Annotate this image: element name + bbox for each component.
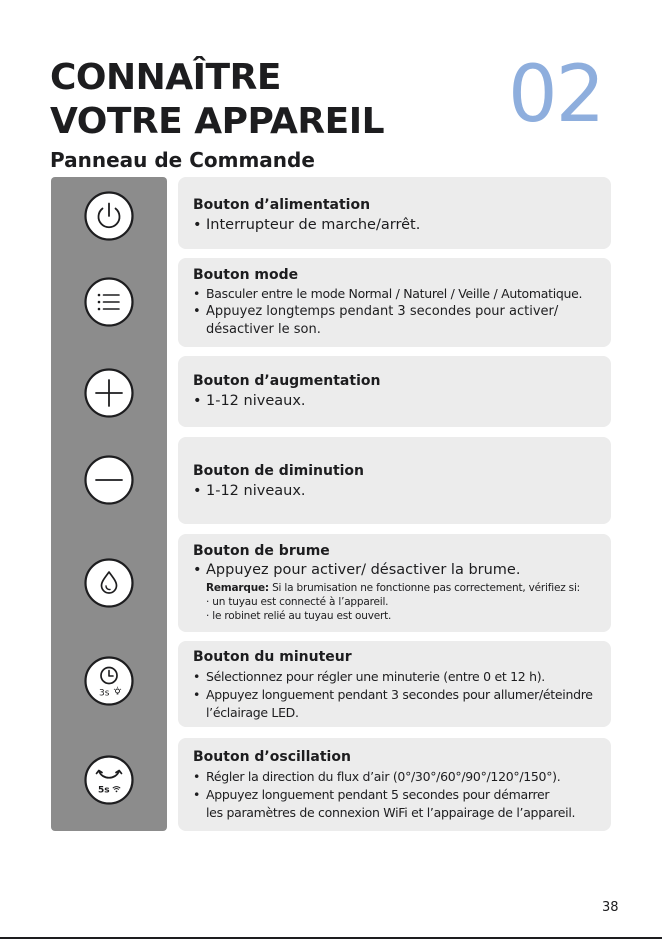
card-bullet: • 1-12 niveaux. <box>193 482 605 501</box>
power-icon <box>83 190 135 242</box>
increase-button[interactable] <box>83 367 135 419</box>
page-title-line-2: VOTRE APPAREIL <box>50 101 385 142</box>
card-bullet: • Régler la direction du flux d’air (0°/30°/60°/90°/120°/150°). <box>193 768 605 786</box>
card-bullet: • Appuyez longuement pendant 3 secondes pour allumer/éteindre <box>193 686 605 704</box>
card-power-button <box>178 177 611 249</box>
oscillation-arrows-icon <box>83 754 135 806</box>
card-title: Bouton d’alimentation <box>193 197 371 213</box>
decrease-button[interactable] <box>83 454 135 506</box>
plus-icon <box>83 367 135 419</box>
card-remark <box>193 581 605 595</box>
card-bullet-continuation: désactiver le son. <box>206 322 321 337</box>
card-title: Bouton d’oscillation <box>193 749 351 765</box>
card-oscillation-button <box>178 738 611 831</box>
section-subtitle: Panneau de Commande <box>50 148 315 172</box>
oscillation-button[interactable] <box>83 754 135 806</box>
oscillation-hold-label: 5s <box>98 785 110 796</box>
card-bullet: • 1-12 niveaux. <box>193 392 605 411</box>
card-title: Bouton de brume <box>193 543 330 559</box>
card-mode-button <box>178 258 611 347</box>
page-title-line-1: CONNAÎTRE <box>50 57 281 98</box>
timer-button[interactable] <box>83 655 135 707</box>
mist-button[interactable] <box>83 557 135 609</box>
card-timer-button <box>178 641 611 727</box>
remark-label: Remarque: <box>206 582 269 594</box>
card-title: Bouton du minuteur <box>193 649 352 665</box>
card-bullet: • Appuyez longtemps pendant 3 secondes pour activer/ <box>193 303 605 321</box>
card-title: Bouton d’augmentation <box>193 373 381 389</box>
card-title: Bouton mode <box>193 267 299 283</box>
card-increase-button <box>178 356 611 427</box>
card-bullet-continuation: les paramètres de connexion WiFi et l’appairage de l’appareil. <box>206 805 576 820</box>
card-remark-item: · le robinet relié au tuyau est ouvert. <box>206 610 392 622</box>
section-number: 02 <box>508 50 604 140</box>
minus-icon <box>83 454 135 506</box>
card-mist-button <box>178 534 611 632</box>
remark-text: Si la brumisation ne fonctionne pas correctement, vérifiez si: <box>268 582 581 594</box>
card-bullet: • Appuyez pour activer/ désactiver la brume. <box>193 561 605 580</box>
page-number: 38 <box>602 900 619 915</box>
card-bullet: • Sélectionnez pour régler une minuterie (entre 0 et 12 h). <box>193 668 605 686</box>
card-remark-item: · un tuyau est connecté à l’appareil. <box>206 596 389 608</box>
card-title: Bouton de diminution <box>193 463 365 479</box>
card-bullet: • Basculer entre le mode Normal / Naturel / Veille / Automatique. <box>193 285 605 303</box>
card-bullet-continuation: l’éclairage LED. <box>206 705 299 720</box>
bottom-divider <box>0 937 662 939</box>
timer-hold-label: 3s <box>99 688 110 699</box>
card-bullet: • Appuyez longuement pendant 5 secondes pour démarrer <box>193 786 605 804</box>
power-button[interactable] <box>83 190 135 242</box>
card-decrease-button <box>178 437 611 524</box>
clock-icon <box>83 655 135 707</box>
card-bullet: • Interrupteur de marche/arrêt. <box>193 216 605 235</box>
mode-button[interactable] <box>83 276 135 328</box>
menu-lines-icon <box>83 276 135 328</box>
water-drop-icon <box>83 557 135 609</box>
